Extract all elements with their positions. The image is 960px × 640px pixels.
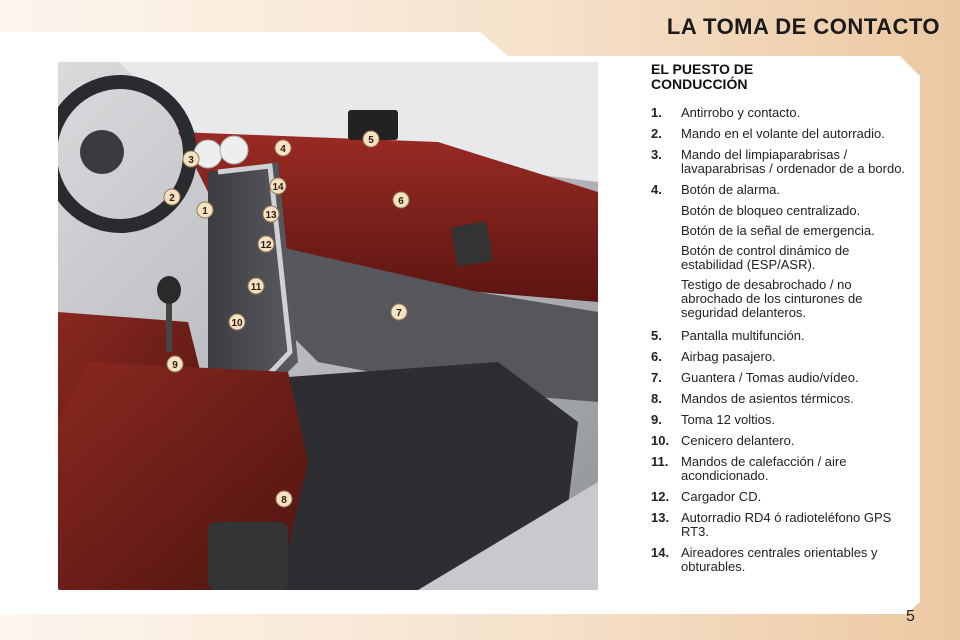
item-text: Mando del limpiaparabrisas / lavaparabrisas / ordenador de a bordo.	[681, 147, 906, 176]
svg-text:3: 3	[188, 155, 194, 166]
callout-1	[197, 202, 213, 218]
item-number: 6.	[651, 349, 662, 364]
item-text: Guantera / Tomas audio/vídeo.	[681, 370, 859, 385]
item-number: 5.	[651, 328, 662, 343]
callout-3	[183, 151, 199, 167]
section-title: EL PUESTO DE CONDUCCIÓN	[651, 61, 754, 92]
item-text: Toma 12 voltios.	[681, 412, 775, 427]
legend-column	[651, 62, 907, 581]
svg-text:10: 10	[231, 318, 243, 329]
svg-text:2: 2	[169, 193, 175, 204]
legend-subitem: Testigo de desabrochado / no abrochado de los cinturones de seguridad delanteros.	[681, 277, 863, 320]
item-number: 10.	[651, 433, 670, 448]
item-number: 13.	[651, 510, 670, 525]
callout-10	[229, 314, 245, 330]
item-text: Mando en el volante del autorradio.	[681, 126, 885, 141]
item-text: Antirrobo y contacto.	[681, 105, 801, 120]
svg-text:7: 7	[396, 308, 402, 319]
page-title: LA TOMA DE CONTACTO	[666, 14, 940, 39]
svg-text:11: 11	[250, 282, 262, 293]
legend-item-14	[651, 546, 907, 574]
callout-9	[167, 356, 183, 372]
svg-text:13: 13	[265, 210, 277, 221]
legend-subitem: Botón de la señal de emergencia.	[681, 223, 875, 238]
item-text: Pantalla multifunción.	[681, 328, 805, 343]
item-text: Botón de alarma.	[681, 182, 781, 197]
item-text: Mandos de asientos térmicos.	[681, 391, 854, 406]
legend-subitem: Botón de control dinámico de estabilidad (ESP/ASR).	[681, 243, 850, 272]
item-text: Autorradio RD4 ó radioteléfono GPS RT3.	[681, 510, 892, 539]
callout-7	[391, 304, 407, 320]
callout-12	[258, 236, 274, 252]
item-number: 4.	[651, 182, 662, 197]
item-number: 9.	[651, 412, 662, 427]
callout-2	[164, 189, 180, 205]
callout-14	[270, 178, 286, 194]
item-number: 7.	[651, 370, 662, 385]
item-text: Cargador CD.	[681, 489, 762, 504]
legend-item-6	[651, 350, 907, 364]
page-number: 5	[906, 608, 915, 625]
svg-text:12: 12	[260, 240, 272, 251]
item-text: Airbag pasajero.	[681, 349, 776, 364]
callout-8	[276, 491, 292, 507]
item-text: Cenicero delantero.	[681, 433, 795, 448]
svg-text:1: 1	[202, 206, 208, 217]
item-text: Aireadores centrales orientables y obturables.	[681, 545, 878, 574]
callout-6	[393, 192, 409, 208]
item-number: 1.	[651, 105, 662, 120]
legend-item-8	[651, 392, 907, 406]
item-number: 2.	[651, 126, 662, 141]
svg-text:8: 8	[281, 495, 287, 506]
svg-text:5: 5	[368, 135, 374, 146]
svg-text:4: 4	[280, 144, 286, 155]
legend-subitem: Botón de bloqueo centralizado.	[681, 203, 861, 218]
legend-item-13	[651, 511, 907, 539]
item-number: 3.	[651, 147, 662, 162]
legend-item-9	[651, 413, 907, 427]
callout-11	[248, 278, 264, 294]
legend-item-5	[651, 329, 907, 343]
legend-item-2	[651, 127, 907, 141]
legend-item-11	[651, 455, 907, 483]
legend-item-12	[651, 490, 907, 504]
dashboard-illustration	[58, 62, 598, 590]
item-number: 8.	[651, 391, 662, 406]
item-number: 14.	[651, 545, 670, 560]
svg-text:14: 14	[272, 182, 284, 193]
legend-item-4	[651, 183, 907, 197]
callout-13	[263, 206, 279, 222]
item-number: 11.	[651, 454, 669, 469]
legend-item-3	[651, 148, 907, 176]
callout-5	[363, 131, 379, 147]
legend-item-1	[651, 106, 907, 120]
svg-text:6: 6	[398, 196, 404, 207]
callout-4	[275, 140, 291, 156]
item-text: Mandos de calefacción / aire acondicionado.	[681, 454, 847, 483]
item-number: 12.	[651, 489, 670, 504]
svg-text:9: 9	[172, 360, 178, 371]
legend-item-10	[651, 434, 907, 448]
legend-item-7	[651, 371, 907, 385]
